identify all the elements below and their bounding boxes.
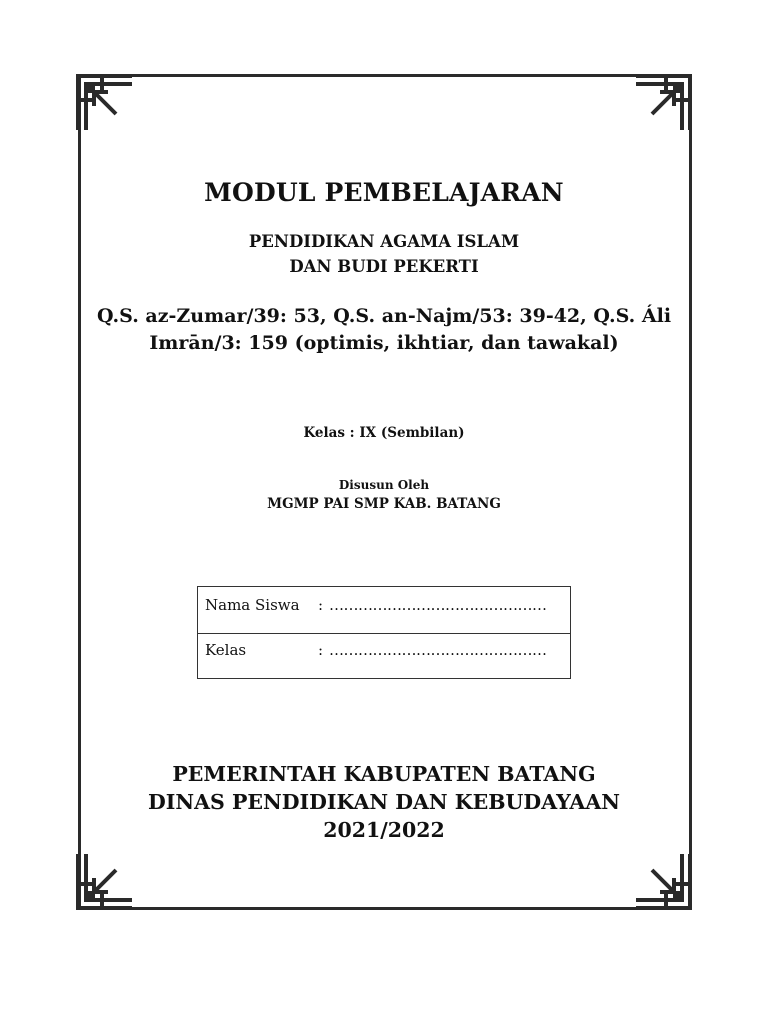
footer-academic-year: 2021/2022 [323, 818, 445, 842]
corner-ornament-bottom-right-icon [632, 850, 696, 914]
student-name-field[interactable]: ……………………………………… [329, 596, 547, 614]
footer-line-1: PEMERINTAH KABUPATEN BATANG [172, 762, 596, 786]
student-name-row [198, 587, 570, 634]
student-name-label: Nama Siswa [205, 596, 300, 614]
student-name-colon: : [318, 596, 324, 614]
compiled-by-label: Disusun Oleh [338, 478, 430, 492]
verses-line-1: Q.S. az-Zumar/39: 53, Q.S. an-Najm/53: 39-42, Q.S. Áli [96, 305, 672, 327]
verses-line-2: Imrān/3: 159 (optimis, ikhtiar, dan tawakal) [149, 332, 619, 354]
module-title: MODUL PEMBELAJARAN [204, 178, 564, 207]
student-class-field[interactable]: ……………………………………… [329, 641, 547, 659]
publisher-footer [80, 760, 688, 844]
footer-line-2: DINAS PENDIDIKAN DAN KEBUDAYAAN [148, 790, 620, 814]
corner-ornament-top-left-icon [72, 70, 136, 134]
student-class-row [198, 633, 570, 679]
grade-level: Kelas : IX (Sembilan) [303, 425, 465, 441]
corner-ornament-bottom-left-icon [72, 850, 136, 914]
student-class-colon: : [318, 641, 324, 659]
subject-line-1: PENDIDIKAN AGAMA ISLAM [248, 232, 520, 251]
subject-line-2: DAN BUDI PEKERTI [289, 257, 479, 276]
student-info-table [197, 586, 571, 679]
student-class-label: Kelas [205, 641, 247, 659]
quran-verses [92, 303, 676, 357]
corner-ornament-top-right-icon [632, 70, 696, 134]
compiled-by-organization: MGMP PAI SMP KAB. BATANG [267, 496, 501, 512]
subject-heading [80, 229, 688, 279]
